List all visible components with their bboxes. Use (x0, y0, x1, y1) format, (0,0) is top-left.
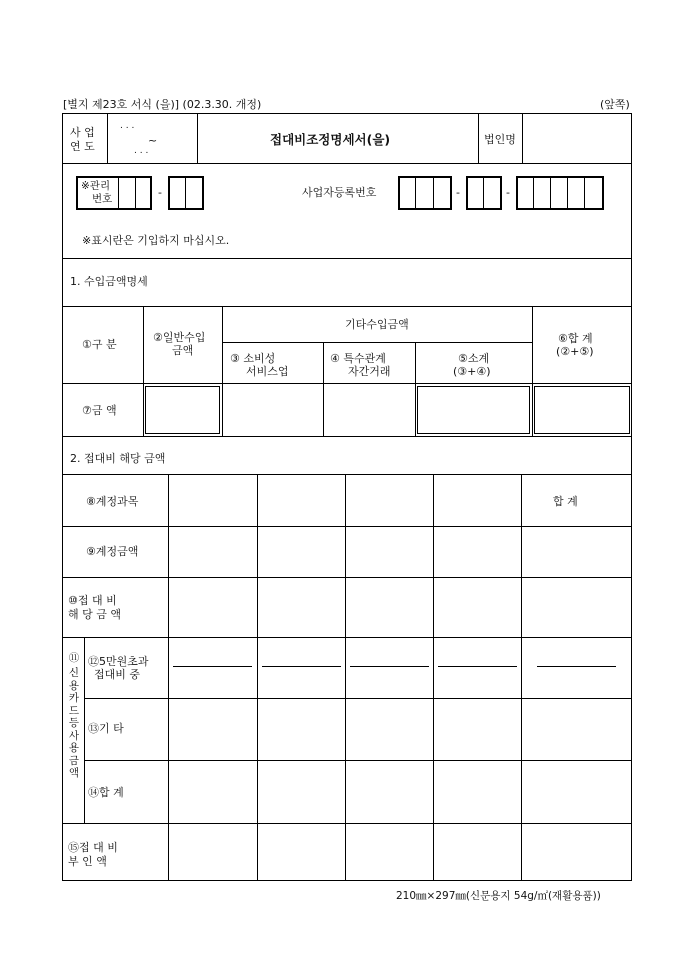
blank-line (262, 666, 341, 667)
reg-no-part2[interactable] (466, 176, 502, 210)
date-from[interactable]: . . . (120, 121, 135, 131)
ent-applicable-label: ⑩접 대 비 (68, 594, 117, 607)
divider (62, 163, 632, 164)
general-income-amount[interactable] (145, 386, 220, 434)
mgmt-digit[interactable] (137, 178, 151, 208)
divider (62, 306, 632, 307)
divider (62, 577, 632, 578)
general-income-label-2: 금액 (172, 344, 194, 357)
general-income-label: ②일반수입 (153, 331, 206, 344)
mgmt-digit-group[interactable] (168, 176, 204, 210)
reg-no-part3[interactable] (516, 176, 604, 210)
divider (483, 178, 484, 208)
division-label: ①구 분 (82, 338, 117, 351)
other-label: ⑬기 타 (88, 722, 124, 735)
divider (62, 383, 632, 384)
divider (168, 474, 169, 881)
disallowed-label: ⑮접 대 비 (68, 841, 118, 854)
total-label-2: (②+⑤) (556, 345, 594, 358)
divider (107, 113, 108, 163)
special-related-amount[interactable] (325, 386, 413, 434)
dash: - (456, 186, 460, 199)
divider (222, 342, 532, 343)
divider (415, 342, 416, 436)
divider (62, 637, 632, 638)
mgmt-label-2: 번호 (92, 193, 113, 205)
date-to[interactable]: . . . (134, 146, 149, 156)
date-tilde: ~ (148, 134, 158, 147)
divider (433, 474, 434, 881)
paper-spec: 210㎜×297㎜(신문용지 54g/㎡(재활용품)) (396, 890, 601, 902)
dash: - (158, 186, 162, 199)
blank-line (350, 666, 429, 667)
divider (185, 178, 186, 208)
form-label: [별지 제23호 서식 (을)] (02.3.30. 개정) (63, 98, 262, 111)
divider (62, 258, 632, 259)
divider (84, 760, 632, 761)
blank-line (537, 666, 616, 667)
mgmt-label: ※관리 (81, 180, 111, 192)
total-amount[interactable] (534, 386, 630, 434)
reg-no-label: 사업자등록번호 (302, 186, 377, 199)
subtotal-amount[interactable] (417, 386, 530, 434)
consumer-service-label-2: 서비스업 (246, 365, 289, 378)
over-50k-label: ⑫5만원초과 (88, 655, 149, 668)
special-related-label: ④ 특수관계 (330, 352, 386, 365)
subtotal-label-2: (③+④) (453, 365, 491, 378)
divider (584, 178, 585, 208)
total-col-label: 합 계 (553, 495, 578, 508)
account-subject-label: ⑧계정과목 (86, 495, 139, 508)
blank-line (438, 666, 517, 667)
section2-title: 2. 접대비 해당 금액 (70, 452, 166, 465)
divider (521, 474, 522, 881)
divider (62, 526, 632, 527)
section1-title: 1. 수입금액명세 (70, 275, 148, 288)
divider (567, 178, 568, 208)
notice-text: ※표시란은 기입하지 마십시오. (82, 234, 230, 247)
consumer-service-label: ③ 소비성 (230, 352, 276, 365)
divider (135, 178, 136, 208)
divider (62, 474, 632, 475)
consumer-service-amount[interactable] (224, 386, 321, 434)
blank-line (173, 666, 252, 667)
divider (478, 113, 479, 163)
subtotal-label: ⑤소계 (458, 352, 490, 365)
divider (415, 178, 416, 208)
card-usage-label: ⑪ 신 용 카 드 등 사 용 금 액 (68, 652, 80, 779)
divider (345, 474, 346, 881)
over-50k-label-2: 접대비 중 (94, 668, 141, 681)
amount-label: ⑦금 액 (82, 404, 117, 417)
side-label: (앞쪽) (600, 98, 630, 111)
corp-name-label: 법인명 (484, 133, 516, 146)
divider (84, 637, 85, 823)
other-income-label: 기타수입금액 (345, 318, 409, 331)
divider (532, 306, 533, 436)
divider (62, 436, 632, 437)
business-year-label-2: 연 도 (70, 140, 95, 153)
divider (222, 306, 223, 436)
divider (433, 178, 434, 208)
total-label: ⑥합 계 (558, 332, 593, 345)
form-title: 접대비조정명세서(을) (270, 132, 391, 147)
sum-label: ⑭합 계 (88, 786, 124, 799)
special-related-label-2: 자간거래 (348, 365, 391, 378)
divider (118, 178, 119, 208)
dash: - (506, 186, 510, 199)
divider (84, 698, 632, 699)
form-frame (62, 113, 632, 881)
divider (143, 306, 144, 436)
mgmt-digit[interactable] (120, 178, 134, 208)
divider (533, 178, 534, 208)
divider (550, 178, 551, 208)
reg-no-part1[interactable] (398, 176, 452, 210)
business-year-label: 사 업 (70, 126, 95, 139)
disallowed-label-2: 부 인 액 (68, 855, 107, 868)
ent-applicable-label-2: 해 당 금 액 (68, 608, 121, 621)
corp-name-field[interactable] (523, 114, 631, 162)
divider (197, 113, 198, 163)
divider (323, 342, 324, 436)
account-amount-label: ⑨계정금액 (86, 545, 139, 558)
divider (257, 474, 258, 881)
divider (62, 823, 632, 824)
